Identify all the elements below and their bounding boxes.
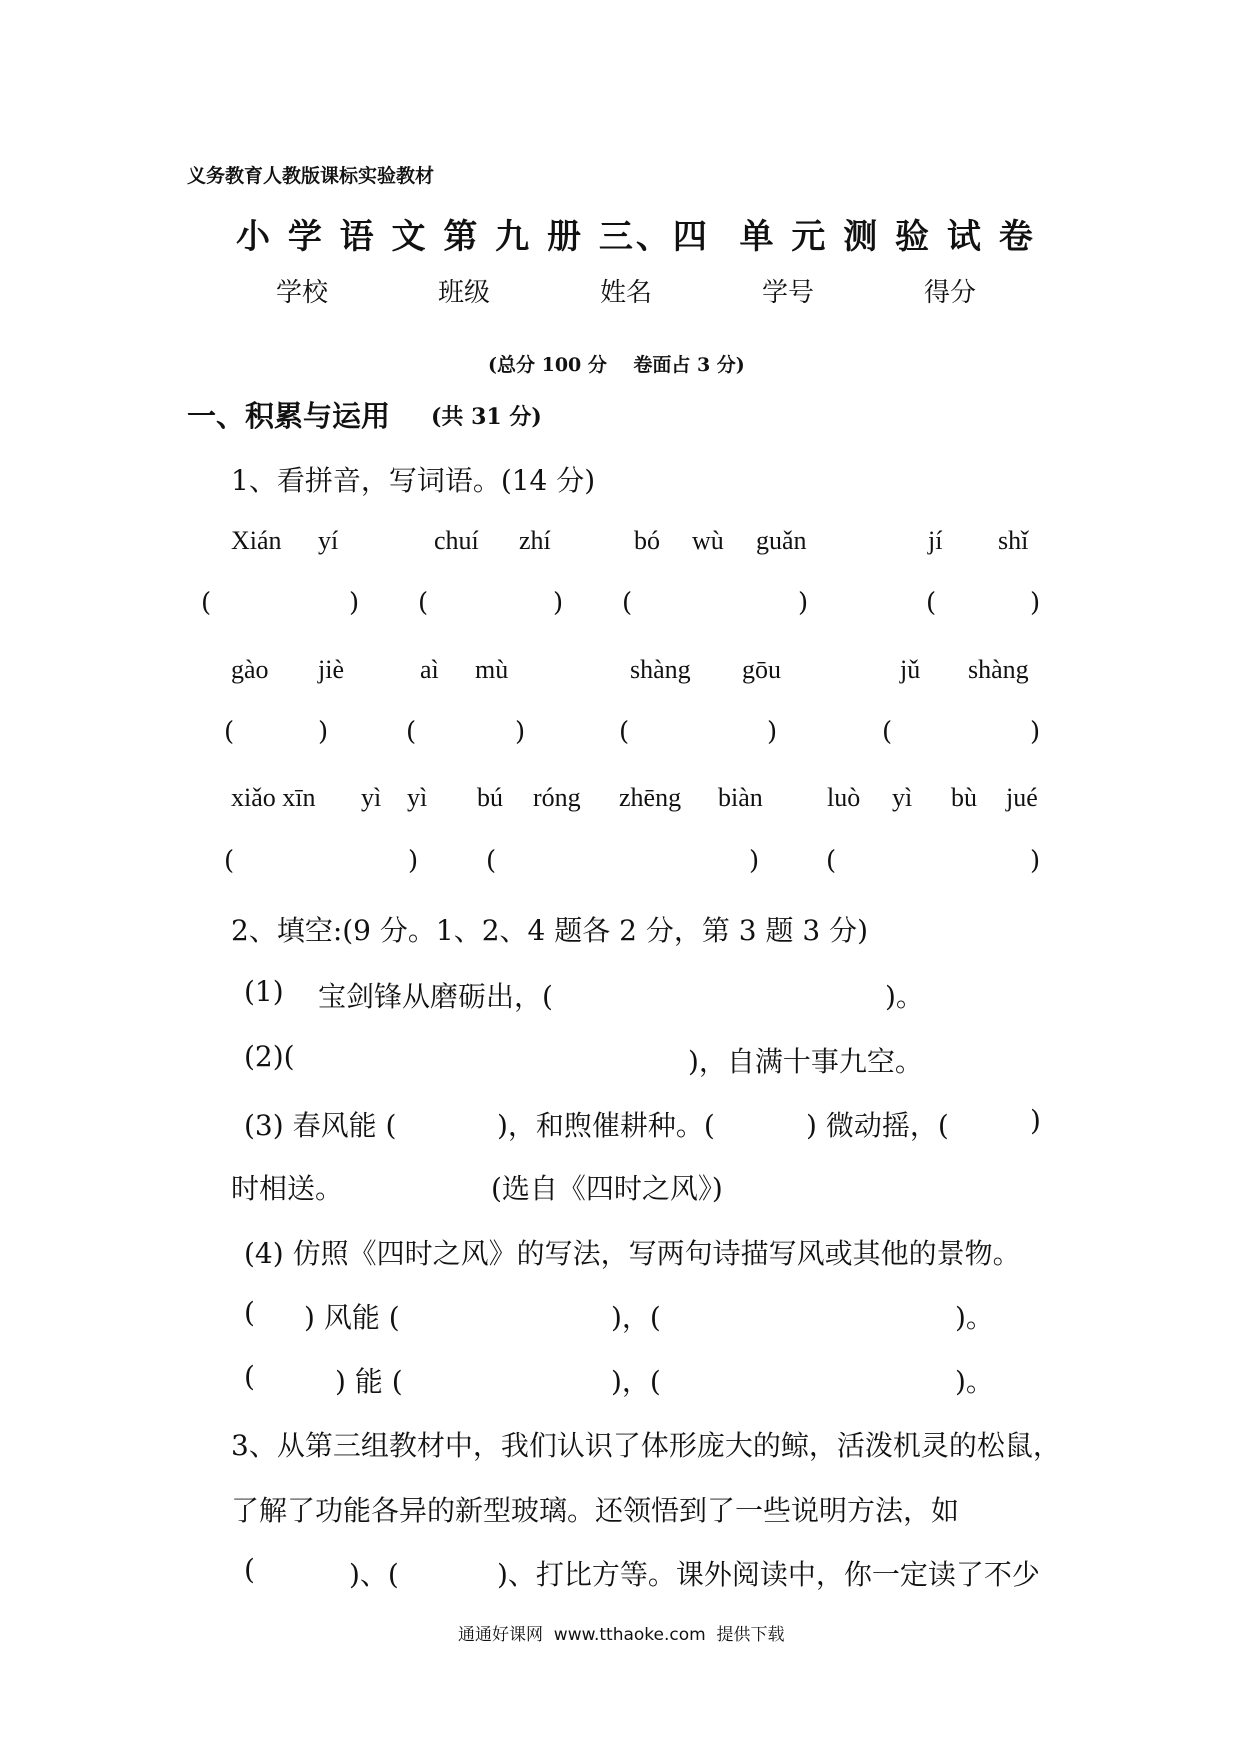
pinyin: shàng (968, 655, 1029, 684)
q3-line3-b: )、( (349, 1558, 399, 1591)
answer-blank-open[interactable]: ( (622, 588, 633, 618)
answer-blank-close: ) (553, 588, 564, 618)
pinyin: jué (1006, 783, 1038, 812)
field-name: 姓名 (600, 278, 653, 308)
q2-title: 2、填空:(9 分。1、2、4 题各 2 分，第 3 题 3 分) (231, 914, 869, 947)
pinyin: guǎn (756, 526, 807, 555)
pinyin: yì (892, 783, 913, 812)
answer-blank-open[interactable]: ( (224, 717, 235, 747)
pinyin: aì (420, 655, 439, 684)
q2-item4-line2-b: ) 能 ( (335, 1365, 403, 1398)
pinyin: yì (361, 783, 382, 812)
q2-item1-end: )。 (885, 980, 924, 1013)
pinyin: bó (634, 526, 660, 555)
pinyin: zhí (519, 526, 551, 555)
pinyin: bú (477, 783, 503, 812)
answer-blank-open[interactable]: ( (418, 588, 429, 618)
answer-blank-close: ) (798, 588, 809, 618)
q2-item3-a: (3) 春风能 ( (244, 1109, 397, 1142)
answer-blank-close: ) (1030, 846, 1041, 876)
q2-item4-blank[interactable]: ( (244, 1296, 255, 1329)
pinyin: yì (407, 783, 428, 812)
pinyin: bù (951, 783, 977, 812)
answer-blank-close: ) (349, 588, 360, 618)
answer-blank-open[interactable]: ( (926, 588, 937, 618)
answer-blank-open[interactable]: ( (882, 717, 893, 747)
answer-blank-close: ) (767, 717, 778, 747)
pinyin: biàn (718, 783, 763, 812)
series-label: 义务教育人教版课标实验教材 (187, 165, 435, 187)
q1-title: 1、看拼音，写词语。(14 分) (231, 464, 596, 497)
section-points: (共 31 分) (431, 404, 542, 430)
section-heading: 一、积累与运用 (187, 399, 391, 433)
q2-item3-source: (选自《四时之风》) (491, 1172, 723, 1205)
answer-blank-close: ) (318, 717, 329, 747)
q3-line1: 3、从第三组教材中，我们认识了体形庞大的鲸，活泼机灵的松鼠， (231, 1429, 1061, 1462)
score-note: (总分 100 分 卷面占 3 分) (488, 354, 745, 376)
q2-item2-label: (2)( (244, 1040, 295, 1073)
q2-item3-line2: 时相送。 (231, 1172, 344, 1205)
pinyin: shǐ (998, 526, 1029, 555)
q3-line3-c: )、打比方等。课外阅读中，你一定读了不少 (497, 1558, 1040, 1591)
field-school: 学校 (276, 278, 329, 308)
answer-blank-open[interactable]: ( (201, 588, 212, 618)
answer-blank-open[interactable]: ( (486, 846, 497, 876)
q2-item3-b: )，和煦催耕种。( (497, 1109, 715, 1142)
pinyin: mù (475, 655, 509, 684)
pinyin: zhēng (619, 783, 682, 812)
q2-item4-line2-d: )。 (955, 1365, 994, 1398)
answer-blank-open[interactable]: ( (224, 846, 235, 876)
field-number: 学号 (762, 278, 815, 308)
pinyin: Xián (231, 526, 282, 555)
q2-item1-label: (1) (244, 975, 284, 1008)
q2-item4-text: (4) 仿照《四时之风》的写法，写两句诗描写风或其他的景物。 (244, 1237, 1021, 1270)
pinyin: gào (231, 655, 269, 684)
q2-item2-end: )，自满十事九空。 (688, 1045, 923, 1078)
answer-blank-open[interactable]: ( (826, 846, 837, 876)
q2-item1-text: 宝剑锋从磨砺出，( (318, 980, 553, 1013)
q2-item3-d: ) (1030, 1104, 1041, 1137)
q2-item4-line1-b: ) 风能 ( (304, 1301, 400, 1334)
page-title: 小 学 语 文 第 九 册 三、四 单 元 测 验 试 卷 (236, 217, 1036, 257)
pinyin: luò (827, 783, 861, 812)
footer-source: 通通好课网 www.tthaoke.com 提供下载 (458, 1625, 785, 1645)
field-score: 得分 (924, 278, 977, 308)
answer-blank-close: ) (1030, 588, 1041, 618)
answer-blank-open[interactable]: ( (406, 717, 417, 747)
answer-blank-close: ) (515, 717, 526, 747)
pinyin: yí (318, 526, 339, 555)
answer-blank-close: ) (749, 846, 760, 876)
pinyin: jiè (318, 655, 344, 684)
pinyin: róng (533, 783, 581, 812)
pinyin: xiǎo xīn (231, 783, 316, 812)
answer-blank-close: ) (1030, 717, 1041, 747)
answer-blank-close: ) (408, 846, 419, 876)
q2-item4-line1-c: )，( (611, 1301, 661, 1334)
q2-item4-blank[interactable]: ( (244, 1360, 255, 1393)
q2-item4-line1-d: )。 (955, 1301, 994, 1334)
pinyin: jǔ (900, 655, 921, 684)
pinyin: shàng (630, 655, 691, 684)
q3-blank[interactable]: ( (244, 1553, 255, 1586)
pinyin: chuí (434, 526, 479, 555)
answer-blank-open[interactable]: ( (619, 717, 630, 747)
field-class: 班级 (438, 278, 491, 308)
pinyin: wù (692, 526, 724, 555)
pinyin: jí (928, 526, 943, 555)
q2-item4-line2-c: )，( (611, 1365, 661, 1398)
q2-item3-c: ) 微动摇，( (806, 1109, 949, 1142)
pinyin: gōu (742, 655, 781, 684)
q3-line2: 了解了功能各异的新型玻璃。还领悟到了一些说明方法，如 (231, 1494, 960, 1527)
